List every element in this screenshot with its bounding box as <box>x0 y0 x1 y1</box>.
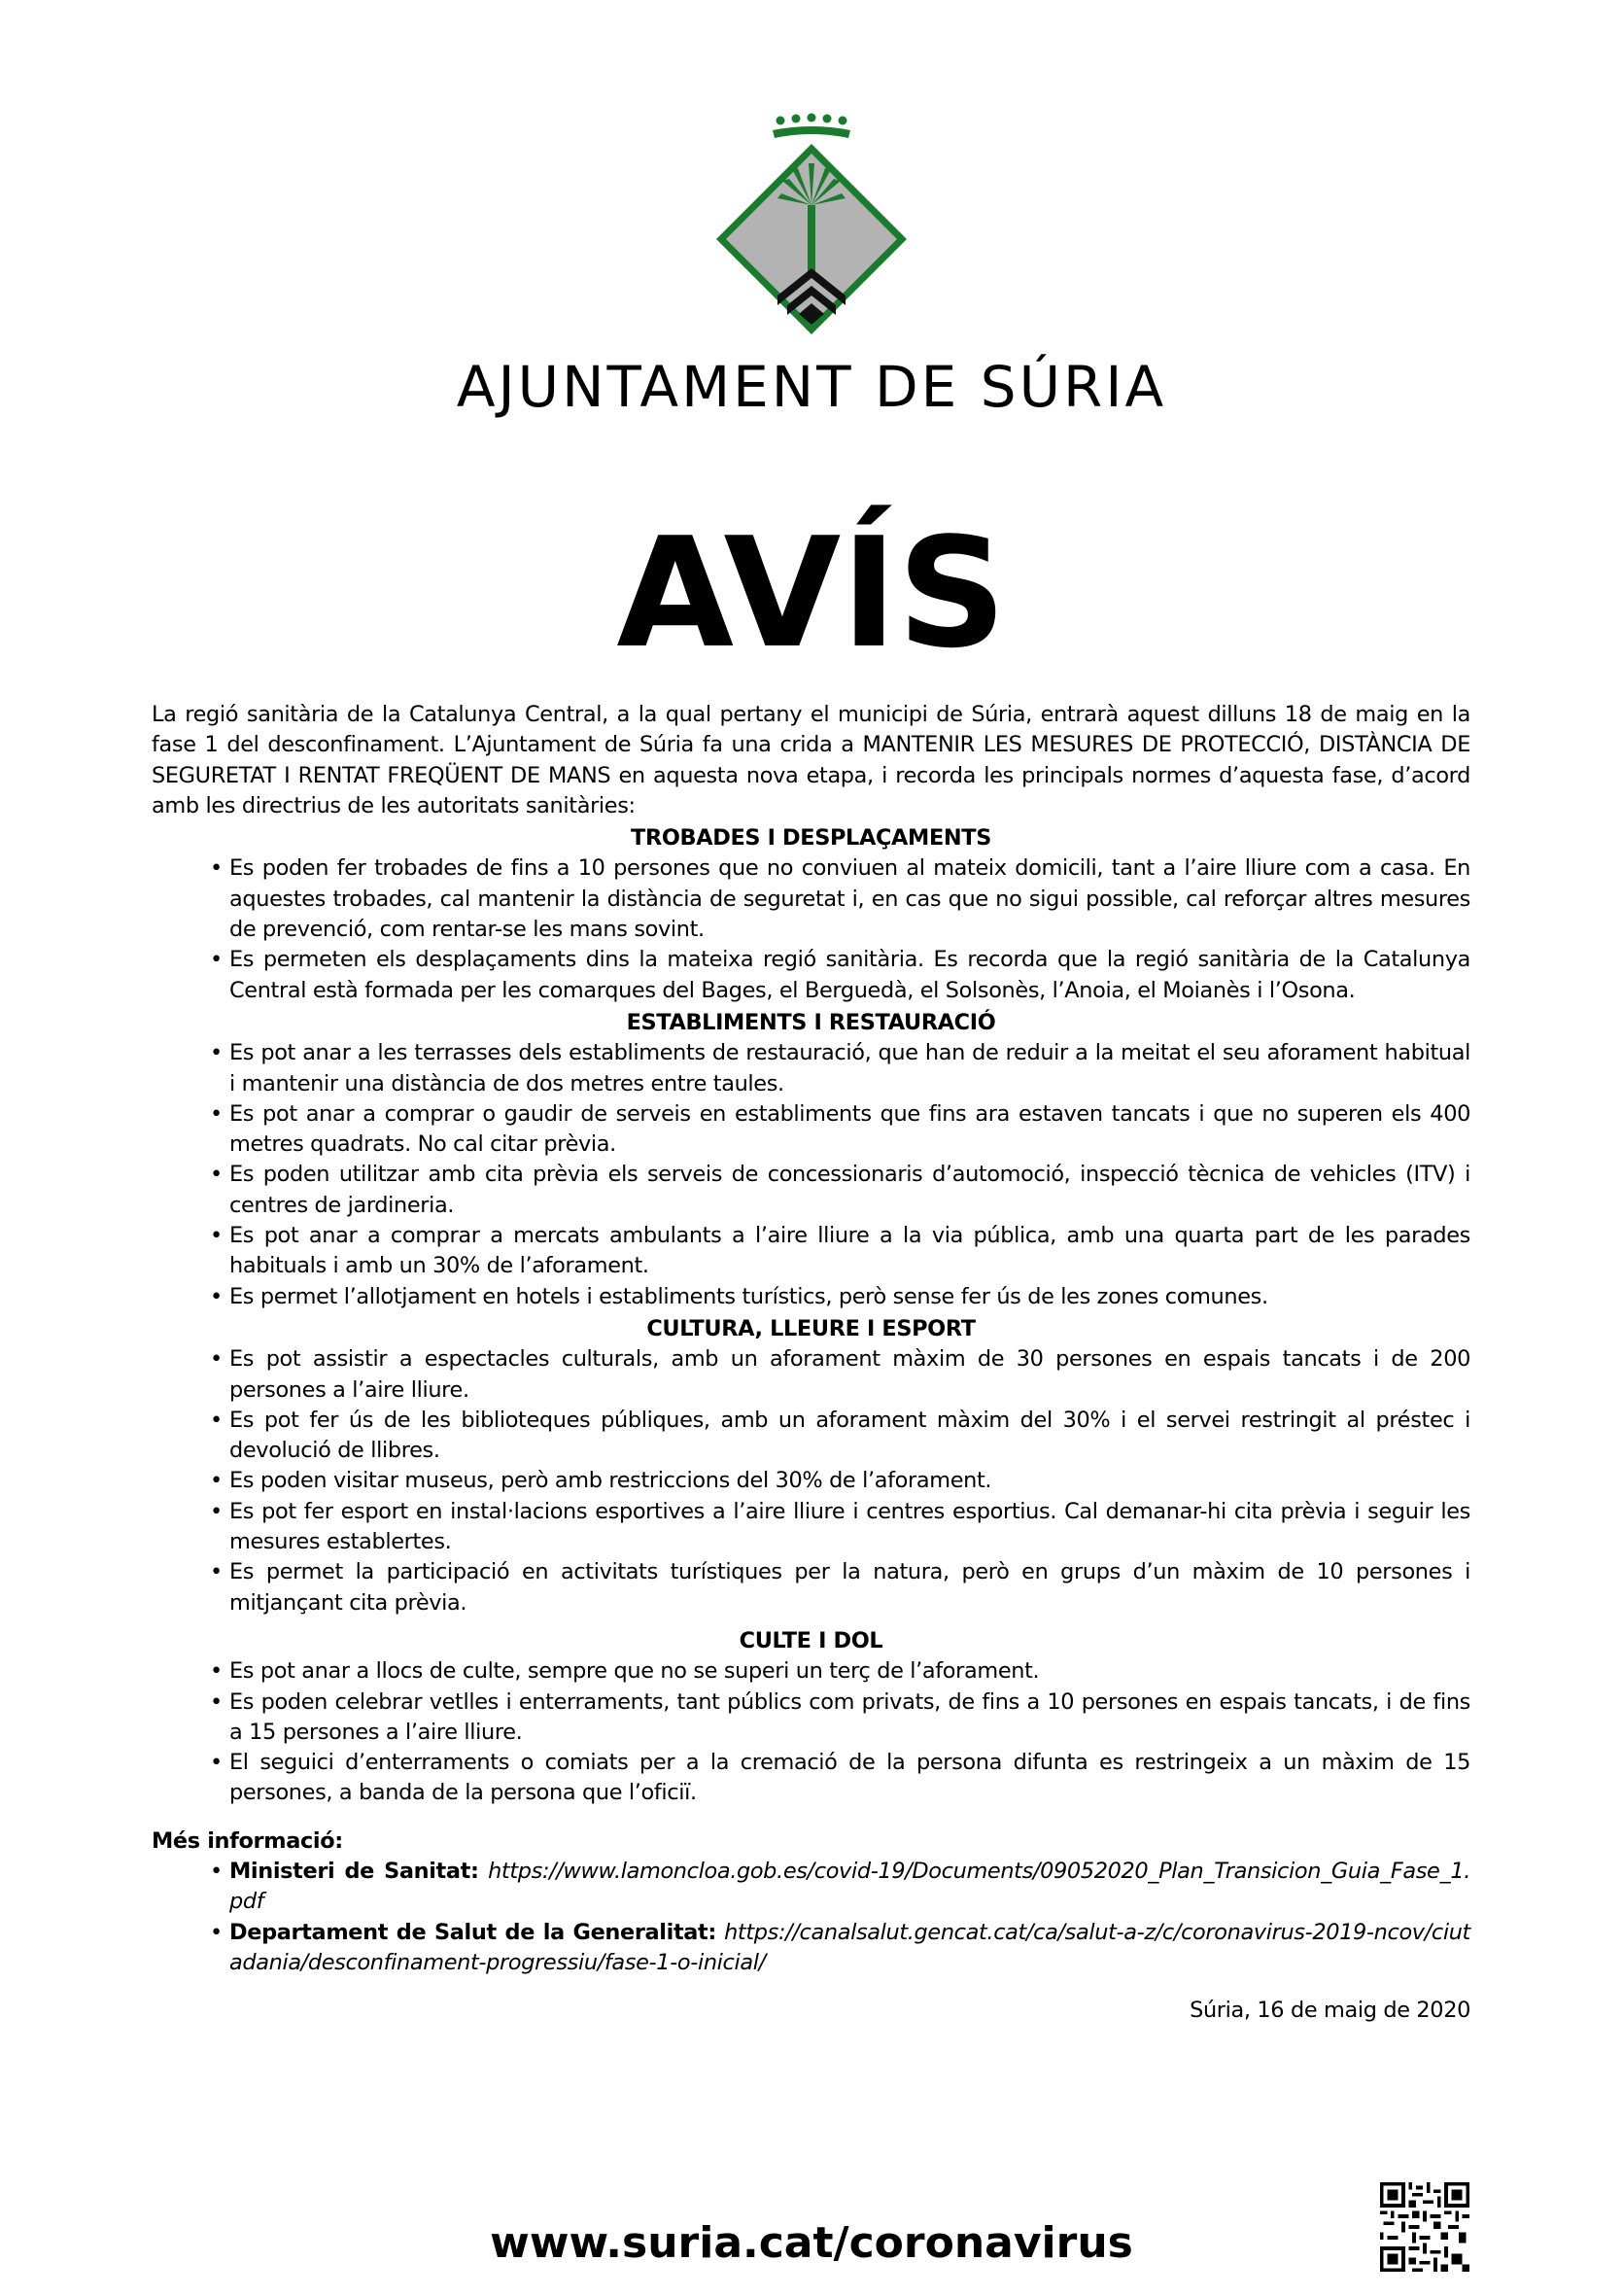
section-trobades <box>152 823 1470 1006</box>
list-item: • Es poden fer trobades de fins a 10 persones que no conviuen al mateix domicili, tant a l’aire lliure com a casa. En aquestes trobades, cal mantenir la distància de seguretat i, en cas que no sigui possible, cal reforçar altres mesures de prevenció, com rentar-se les mans sovint. <box>152 853 1470 945</box>
intro-paragraph: La regió sanitària de la Catalunya Central, a la qual pertany el municipi de Súria, entrarà aquest dilluns 18 de maig en la fase 1 del desconfinament. L’Ajuntament de Súria fa una crida a MANTENIR LES MESURES DE PROTECCIÓ, DISTÀNCIA DE SEGURETAT I RENTAT FREQÜENT DE MANS en aquesta nova etapa, i recorda les principals normes d’aquesta fase, d’acord amb les directrius de les autoritats sanitàries: <box>152 702 1470 818</box>
section-heading: ESTABLIMENTS I RESTAURACIÓ <box>626 1009 996 1035</box>
list-item: • Es permet l’allotjament en hotels i establiments turístics, però sense fer ús de les zones comunes. <box>152 1282 1470 1312</box>
list-item: • Es pot assistir a espectacles culturals, amb un aforament màxim de 30 persones en espais tancats i de 200 persones a l’aire lliure. <box>152 1344 1470 1406</box>
ministry-link[interactable]: https://www.lamoncloa.gob.es/covid-19/Documents/09052020_Plan_Transicion_Guia_Fase_1.pdf <box>229 1858 1470 1915</box>
section-culte <box>152 1626 1470 1809</box>
list-item: • Es pot anar a les terrasses dels establiments de restauració, que han de reduir a la meitat el seu aforament habitual i mantenir una distància de dos metres entre taules. <box>152 1038 1470 1099</box>
list-item: • Es pot anar a llocs de culte, sempre que no se superi un terç de l’aforament. <box>152 1656 1470 1687</box>
footer-website-link[interactable]: www.suria.cat/coronavirus <box>490 2218 1133 2268</box>
list-item: • Es poden celebrar vetlles i enterraments, tant públics com privats, de fins a 10 persones en espais tancats, i de fins a 15 persones a l’aire lliure. <box>152 1687 1470 1749</box>
list-item: • Es poden visitar museus, però amb restriccions del 30% de l’aforament. <box>152 1466 1470 1496</box>
section-cultura <box>152 1314 1470 1618</box>
list-item: • Es permeten els desplaçaments dins la mateixa regió sanitària. Es recorda que la regió sanitària de la Catalunya Central està formada per les comarques del Bages, el Berguedà, el Solsonès, l’Anoia, el Moianès i l’Osona. <box>152 945 1470 1006</box>
section-establiments <box>152 1008 1470 1312</box>
link-label: Departament de Salut de la Generalitat: <box>229 1919 717 1945</box>
list-item: • Es poden utilitzar amb cita prèvia els serveis de concessionaris d’automoció, inspecció tècnica de vehicles (ITV) i centres de jardineria. <box>152 1160 1470 1221</box>
section-heading: TROBADES I DESPLAÇAMENTS <box>631 825 991 852</box>
list-item: • El seguici d’enterraments o comiats per a la cremació de la persona difunta es restringeix a un màxim de 15 persones, a banda de la persona que l’oficiï. <box>152 1748 1470 1809</box>
list-item: • Es permet la participació en activitats turístiques per la natura, però en grups d’un màxim de 10 persones i mitjançant cita prèvia. <box>152 1557 1470 1618</box>
more-info-heading: Més informació: <box>152 1827 343 1854</box>
notice-date: Súria, 16 de maig de 2020 <box>1190 1998 1470 2024</box>
health-department-link[interactable]: https://canalsalut.gencat.cat/ca/salut-a-z/c/coronavirus-2019-ncov/ciutadania/desconfinament-progressiu/fase-1-o-inicial/ <box>229 1919 1470 1975</box>
more-info-item <box>152 1857 1470 1918</box>
list-item: • Es pot anar a comprar a mercats ambulants a l’aire lliure a la via pública, amb una quarta part de les parades habituals i amb un 30% de l’aforament. <box>152 1221 1470 1282</box>
qr-code-icon[interactable] <box>1380 2182 1469 2272</box>
page-title: AVÍS <box>616 504 1007 681</box>
list-item: • Es pot anar a comprar o gaudir de serveis en establiments que fins ara estaven tancats i que no superen els 400 metres quadrats. No cal citar prèvia. <box>152 1099 1470 1161</box>
notice-body <box>152 700 1470 2026</box>
link-label: Ministeri de Sanitat: <box>229 1858 479 1884</box>
org-name: AJUNTAMENT DE SÚRIA <box>456 354 1167 420</box>
section-heading: CULTE I DOL <box>739 1627 883 1653</box>
section-heading: CULTURA, LLEURE I ESPORT <box>646 1315 976 1341</box>
list-item: • Es pot fer esport en instal·lacions esportives a l’aire lliure i centres esportius. Cal demanar-hi cita prèvia i seguir les mesures establertes. <box>152 1497 1470 1558</box>
more-info-item <box>152 1918 1470 1979</box>
suria-coat-of-arms-icon <box>700 113 923 336</box>
list-item: • Es pot fer ús de les biblioteques públiques, amb un aforament màxim del 30% i el servei restringit al préstec i devolució de llibres. <box>152 1406 1470 1467</box>
